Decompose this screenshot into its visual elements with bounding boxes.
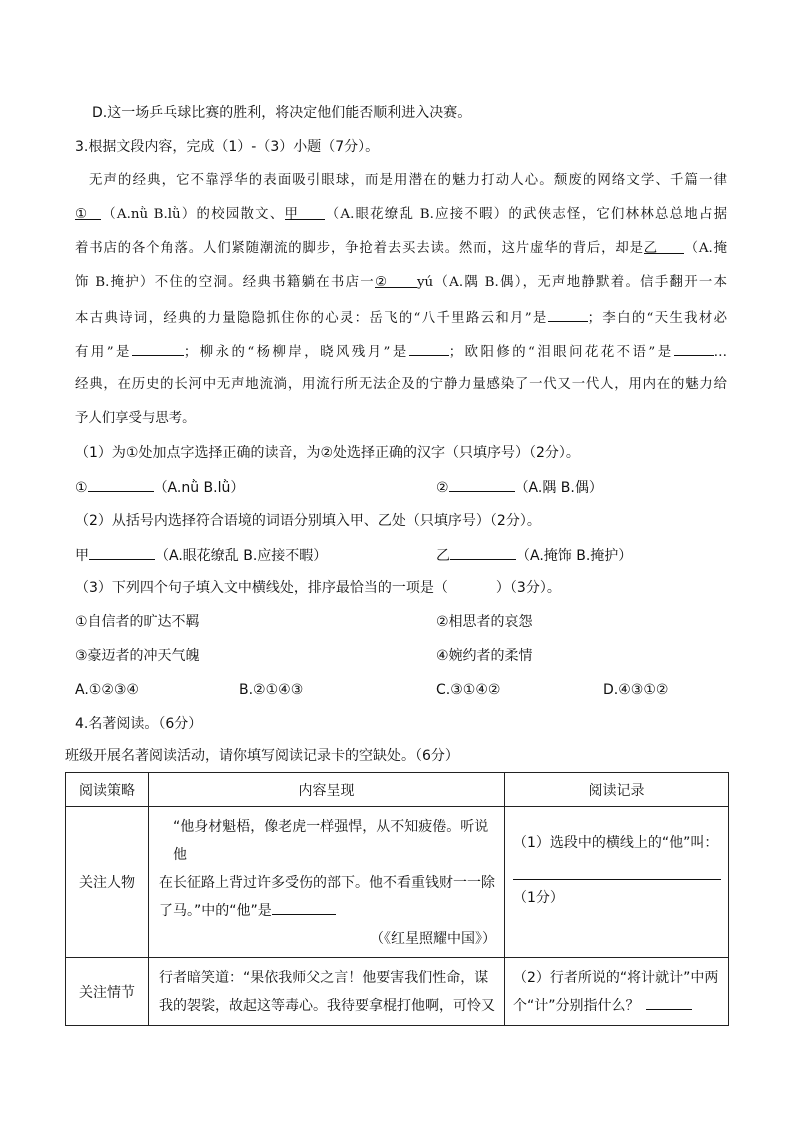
sub1-mark-2: ② (436, 480, 449, 496)
record-plot-l2 (513, 992, 720, 1020)
sub2-answer-jia (75, 545, 327, 566)
choice-a[interactable]: A.①②③④ (75, 682, 139, 698)
choice-b[interactable]: B.②①④③ (239, 682, 304, 698)
content-character-l2: 在长征路上背过许多受伤的部下。他不看重钱财一一除 (159, 875, 495, 891)
q4-title: 4.名著阅读。（6分） (75, 716, 203, 732)
record-plot-blank[interactable] (646, 995, 692, 1010)
sub1-blank-2[interactable] (449, 477, 515, 492)
sub2-mark-yi: 乙 (436, 548, 450, 564)
header-content: 内容呈现 (149, 773, 505, 807)
header-record: 阅读记录 (505, 773, 729, 807)
passage-line-6b: ；柳永的“杨柳岸，晓风残月”是 (183, 345, 409, 360)
character-blank[interactable] (272, 900, 336, 915)
sub1-prompt: （1）为①处加点字选择正确的读音，为②处选择正确的汉字（只填序号）（2分）。 (75, 445, 580, 461)
content-character-l1: “他身材魁梧，像老虎一样强悍，从不知疲倦。听说他 (173, 819, 489, 863)
blank-ouyang[interactable] (674, 341, 714, 356)
sub2-mark-jia: 甲 (75, 548, 89, 564)
blank-1-mark (75, 205, 101, 220)
passage-line-6c: ；欧阳修的“泪眼问花花不语”是 (448, 345, 674, 360)
sub3-prompt-a: （3）下列四个句子填入文中横线处，排序最恰当的一项是（ (75, 580, 448, 596)
passage-line-1: 无声的经典，它不靠浮华的表面吸引眼球，而是用潜在的魅力打动人心。颓废的网络文学、千篇一律 (89, 173, 727, 188)
q2-option-d: D.这一场乒乓球比赛的胜利，将决定他们能否顺利进入决赛。 (92, 105, 472, 121)
strategy-plot: 关注情节 (66, 958, 149, 1026)
passage-line-3-tail: （A.掩 (683, 241, 727, 256)
sub2-options-yi: （A.掩饰 B.掩护） (516, 548, 633, 564)
record-character-blank[interactable] (513, 863, 721, 880)
sub3-item-1: ①自信者的旷达不羁 (75, 614, 200, 630)
content-character-l3 (159, 897, 496, 925)
content-source: （《红星照耀中国》） (370, 931, 496, 947)
choice-c[interactable]: C.③①④② (436, 682, 501, 698)
choice-d[interactable]: D.④③①② (603, 682, 669, 698)
header-strategy: 阅读策略 (66, 773, 149, 807)
blank-yi-mark (644, 239, 684, 254)
sub3-item-3: ③豪迈者的冲天气魄 (75, 648, 200, 664)
sub1-answer-1 (75, 477, 244, 498)
sub1-blank-1[interactable] (88, 477, 154, 492)
passage-line-8: 予人们享受与思考。 (75, 411, 196, 426)
blank-yuefei[interactable] (548, 307, 588, 322)
sub1-answer-2 (436, 477, 603, 498)
passage-line-4b: yú（A.隅 B.偶），无声地静默着。信手翻开一本 (416, 275, 727, 290)
card-header-row (66, 773, 729, 807)
blank-2-label: ② (374, 275, 387, 290)
sub2-blank-jia[interactable] (89, 545, 155, 560)
content-plot-l1: 行者暗笑道：“果依我师父之言！他要害我们性命，谋 (159, 970, 489, 986)
record-character (505, 807, 729, 958)
sub1-options-1: （A.nǜ B.lǜ） (153, 480, 245, 496)
blank-jia-mark (285, 205, 325, 220)
content-character (149, 807, 505, 958)
passage-line-5: 本古典诗词，经典的力量隐隐抓住你的心灵：岳飞的“八千里路云和月”是 (75, 311, 548, 326)
blank-yi-label: 乙 (643, 241, 658, 256)
sub3-prompt-b: ）（3分）。 (495, 580, 561, 596)
blank-1-label: ① (75, 207, 88, 222)
record-character-l1: （1）选段中的横线上的“他”叫： (513, 835, 719, 851)
blank-libai[interactable] (132, 341, 184, 356)
blank-jia-label: 甲 (284, 207, 298, 222)
content-plot (149, 958, 505, 1026)
passage-line-6a: 有用”是 (75, 345, 132, 360)
record-character-l2: （1分） (513, 890, 564, 906)
blank-liuyong[interactable] (409, 341, 449, 356)
card-row-plot (66, 958, 729, 1026)
sub1-mark-1: ① (75, 480, 88, 496)
sub2-prompt: （2）从括号内选择符合语境的词语分别填入甲、乙处（只填序号）（2分）。 (75, 513, 541, 529)
passage-line-7: 经典，在历史的长河中无声地流淌，用流行所无法企及的宁静力量感染了一代又一代人，用内在的魅力给 (75, 377, 727, 392)
passage-line-2b: （A.眼花缭乱 B.应接不暇）的武侠志怪，它们林林总总地占据 (324, 207, 728, 222)
passage-line-6d: … (713, 345, 727, 360)
card-row-character (66, 807, 729, 958)
content-plot-l2: 我的袈裟，故起这等毒心。我待要拿棍打他啊，可怜又 (159, 998, 495, 1014)
sub2-answer-yi (436, 545, 632, 566)
q4-intro: 班级开展名著阅读活动，请你填写阅读记录卡的空缺处。（6分） (65, 748, 459, 764)
sub3-prompt (75, 578, 561, 598)
reading-record-card (65, 772, 729, 1026)
record-plot-l2-text: 个“计”分别指什么？ (513, 998, 640, 1014)
sub2-options-jia: （A.眼花缭乱 B.应接不暇） (155, 548, 328, 564)
content-character-l3-text: 了马。”中的“他”是 (159, 903, 272, 919)
sub3-item-2: ②相思者的哀怨 (436, 614, 533, 630)
passage-line-5b: ；李白的“天生我材必 (587, 311, 727, 326)
record-plot-l1: （2）行者所说的“将计就计”中两 (513, 970, 719, 986)
strategy-character: 关注人物 (66, 807, 149, 958)
sub2-blank-yi[interactable] (450, 545, 516, 560)
passage-line-2a: （A.nǜ B.lǜ）的校园散文、 (101, 207, 285, 222)
sub3-item-4: ④婉约者的柔情 (436, 648, 533, 664)
record-plot (505, 958, 729, 1026)
sub1-options-2: （A.隅 B.偶） (514, 480, 603, 496)
passage-line-4a: 饰 B.掩护）不住的空洞。经典书籍躺在书店一 (75, 275, 375, 290)
passage-line-3: 着书店的各个角落。人们紧随潮流的脚步，争抢着去买去读。然而，这片虚华的背后，却是 (75, 241, 644, 256)
q3-title: 3.根据文段内容，完成（1）-（3）小题（7分）。 (75, 139, 380, 155)
blank-2-mark (375, 273, 417, 288)
